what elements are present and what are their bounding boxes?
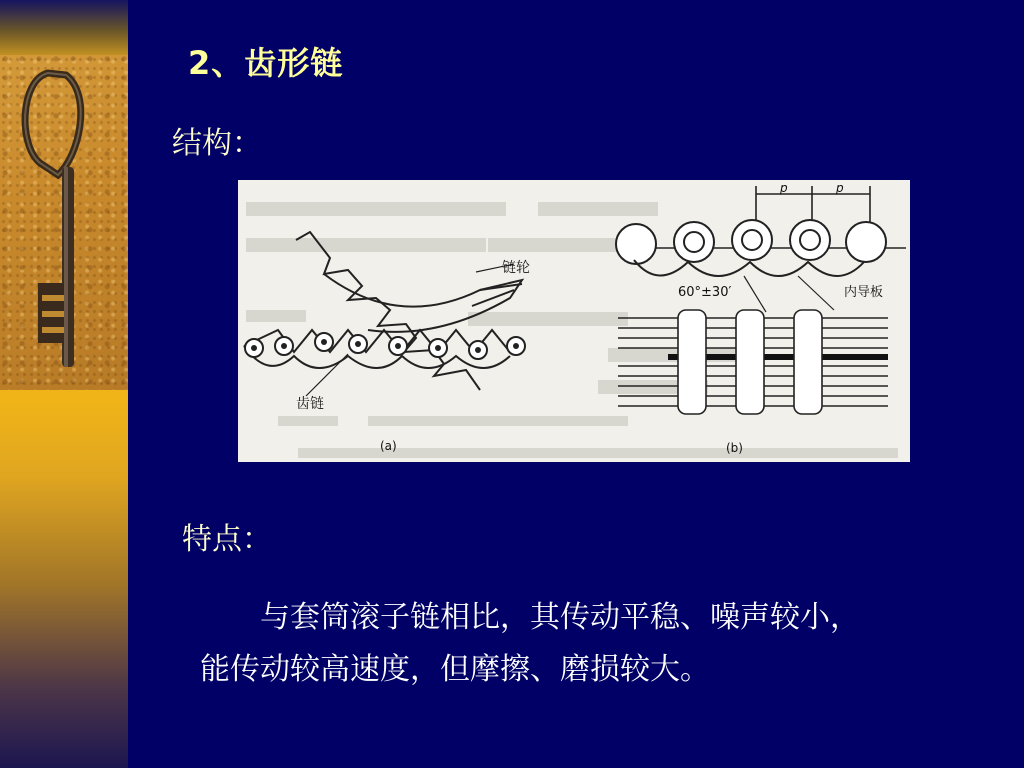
pitch-label-2: p: [836, 181, 844, 195]
features-line-2: 能传动较高速度，但摩擦、磨损较大。: [200, 652, 710, 687]
inner-plate-label: 内导板: [844, 285, 884, 300]
features-paragraph: [200, 592, 960, 696]
slide-title: 2、齿形链: [188, 44, 344, 82]
features-heading: 特点：: [182, 522, 272, 557]
figure-a-label: (a): [380, 439, 397, 453]
structure-heading: 结构：: [172, 126, 262, 161]
pitch-label-1: p: [780, 181, 788, 195]
chain-label: 齿链: [296, 396, 324, 412]
sprocket-label: 链轮: [502, 260, 530, 276]
key-photo: [0, 55, 128, 390]
angle-label: 60°±30′: [678, 285, 732, 300]
features-line-1: 与套筒滚子链相比，其传动平稳、噪声较小，: [260, 600, 860, 635]
figure-b-label: (b): [726, 441, 743, 455]
decorative-sidebar: [0, 0, 128, 768]
chain-diagram-image: [238, 180, 910, 462]
